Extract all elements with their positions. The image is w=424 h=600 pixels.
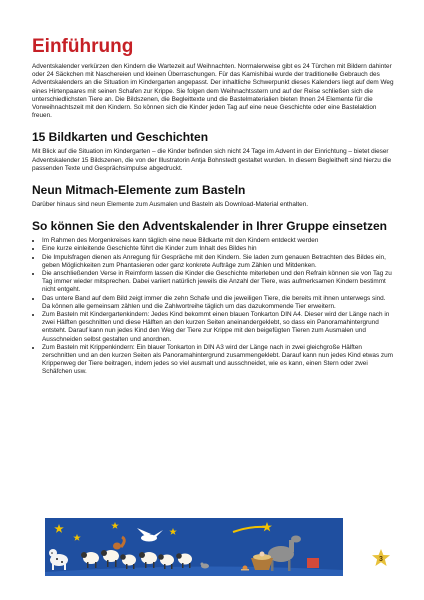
list-item: • Die Impulsfragen dienen als Anregung für Gespräche mit den Kindern. Sie laden zum genauen Betrachten des Bildes ein, geben Möglichkeiten zum Phantasieren oder ganz konkrete Aufträge zum Zählen und Mitdenken. <box>42 254 394 270</box>
intro-paragraph: Adventskalender verkürzen den Kindern die Wartezeit auf Weihnachten. Normalerweise gibt es 24 Türchen mit Bildern dahinter oder 24 Säckchen mit Naschereien und kleinen Überraschungen. Für das Kamishibai wurde der traditionelle Gebrauch des Adventskalenders an die Situation im Kindergarten angepasst. Der inhaltliche Schwerpunkt dieses Kalenders liegt auf dem Weg eines Hirtenpaares mit seinen Schafen zur Krippe. Sie folgen dem Weihnachtsstern und auf der Reise schließen sich die unterschiedlichsten Tiere an. Die Bildszenen, die Begleittexte und die Bastelmaterialien bieten Ihnen 24 Elemente für die Vorweihnachtszeit mit den Kindern. So können sich die Kinder jeden Tag auf eine neue Geschichte oder eine Bastelaktion freuen. <box>32 63 394 120</box>
list-item: • Zum Basteln mit Krippenkindern: Ein blauer Tonkarton in DIN A3 wird der Länge nach in zwei gleichgroße Hälften zerschnitten und an den kurzen Seiten als Panoramahintergrund zusammengeklebt. Darauf kann nun jedes Kind etwas zum Krippenweg der Tiere beitragen, indem jedes so viel ausmalt und ausschneidet, wie es kann, einen Stern oder zwei Schäfchen usw. <box>42 344 394 377</box>
list-item: • Eine kurze einleitende Geschichte führt die Kinder zum Inhalt des Bildes hin <box>42 245 394 253</box>
gift-icon <box>307 558 319 568</box>
page-number: 3 <box>379 555 383 563</box>
section-mitmach <box>32 183 394 209</box>
bildkarten-paragraph: Mit Blick auf die Situation im Kindergarten – die Kinder befinden sich nicht 24 Tage im Advent in der Einrichtung – bietet dieser Adventskalender 15 Bildszenen, die von der Illustratorin Antja Bohnstedt gestaltet wurden. In diesem Begleitheft sind hierzu die passenden Texte und Gesprächsimpulse abgedruckt. <box>32 148 392 172</box>
list-item: • Zum Basteln mit Kindergartenkindern: Jedes Kind bekommt einen blauen Tonkarton DIN A4. Dieser wird der Länge nach in zwei Hälften geschnitten und diese Hälften an den kurzen Seiten aneinandergeklebt, so dass ein Panoramahintergrund entsteht. Darauf kann nun jedes Kind den Weg der Tiere zur Krippe mit den beigefügten Tieren zum Ausmalen und Ausschneiden selbst gestalten und anordnen. <box>42 311 394 344</box>
section-heading-einsetzen: So können Sie den Adventskalender in Ihrer Gruppe einsetzen <box>32 219 387 234</box>
page-content <box>32 36 394 377</box>
list-item: • Im Rahmen des Morgenkreises kann täglich eine neue Bildkarte mit den Kindern entdeckt werden <box>42 237 394 245</box>
page-number-badge <box>371 548 391 568</box>
section-heading-mitmach: Neun Mitmach-Elemente zum Basteln <box>32 183 246 198</box>
page-title: Einführung <box>32 36 134 57</box>
section-heading-bildkarten: 15 Bildkarten und Geschichten <box>32 130 209 145</box>
mitmach-paragraph: Darüber hinaus sind neun Elemente zum Ausmalen und Basteln als Download-Material enthalten. <box>32 201 309 209</box>
einsetzen-list <box>32 237 394 376</box>
panorama-illustration <box>45 518 343 576</box>
list-item: • Die anschließenden Verse in Reimform lassen die Kinder die Geschichte miterleben und den Refrain können sie von Tag zu Tag immer wieder mitsprechen. Dabei variiert natürlich jeweils die Anzahl der Tiere, was aufmerksamen Kindern bestimmt nicht entgeht. <box>42 270 394 295</box>
list-item: • Das untere Band auf dem Bild zeigt immer die zehn Schafe und die jeweiligen Tiere, die bereits mit ihnen unterwegs sind. Da können alle gemeinsam zählen und die Zahlwortreihe täglich um das dazukommende Tier erweitern. <box>42 295 394 311</box>
section-einsetzen <box>32 219 394 376</box>
section-bildkarten <box>32 130 394 173</box>
